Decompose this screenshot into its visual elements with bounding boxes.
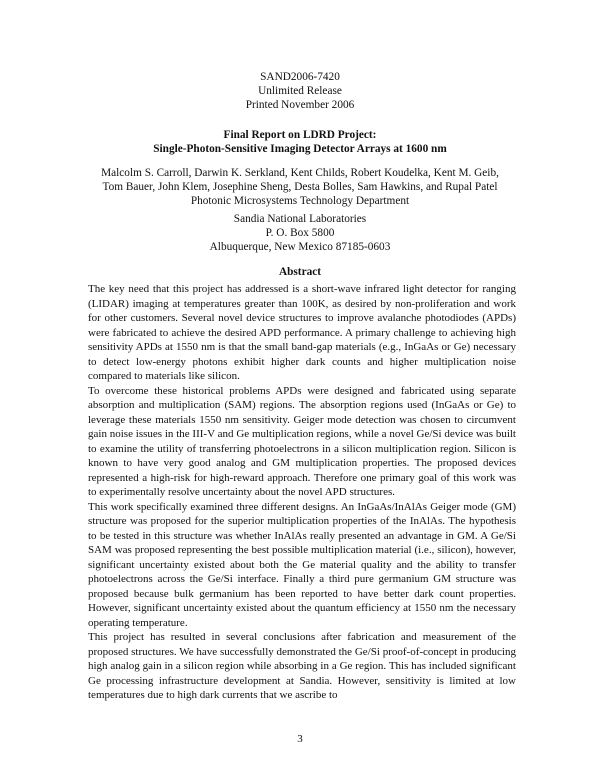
department: Photonic Microsystems Technology Department	[190, 195, 410, 207]
abstract-heading-text: Abstract	[278, 266, 322, 278]
title-line-1: Final Report on LDRD Project:	[223, 129, 377, 141]
authors-line-1: Malcolm S. Carroll, Darwin K. Serkland, Kent Childs, Robert Koudelka, Kent M. Geib,	[101, 167, 499, 179]
page-number: 3	[297, 733, 303, 745]
report-number: SAND2006-7420	[260, 71, 340, 83]
print-date: Printed November 2006	[245, 99, 355, 111]
abstract-paragraph: To overcome these historical problems APDs were designed and fabricated using separate absorption and multiplication (SAM) regions. The absorption regions used (InGaAs or Ge) to leverage these materials 1550 nm sensitivity. Geiger mode detection was chosen to circumvent gain noise issues in the III-V and Ge multiplication regions, while a novel Ge/Si device was built to examine the utility of transferring photoelectrons in a silicon multiplication region. Silicon is known to have very good analog and GM multiplication properties. The proposed devices represented a high-risk for high-reward approach. Therefore one primary goal of this work was to experimentally resolve uncertainty about the novel APD structures.	[88, 384, 516, 498]
city-state-zip: Albuquerque, New Mexico 87185-0603	[209, 241, 391, 253]
organization: Sandia National Laboratories	[233, 213, 367, 225]
title-line-2: Single-Photon-Sensitive Imaging Detector Arrays at 1600 nm	[153, 143, 447, 155]
abstract-heading	[80, 265, 520, 279]
po-box: P. O. Box 5800	[265, 227, 335, 239]
abstract-paragraph: This work specifically examined three different designs. An InGaAs/InAlAs Geiger mode (GM) structure was proposed for the superior multiplication properties of the InAlAs. The hypothesis to be tested in this structure was whether InAlAs really presented an advantage in GM. A Ge/Si SAM was proposed representing the best possible multiplication material (i.e., silicon), however, significant uncertainty existed about both the Ge material quality and the ability to transfer photoelectrons across the Ge/Si interface. Finally a third pure germanium GM structure was proposed because bulk germanium has been reported to have better dark count properties. However, significant uncertainty existed about the quantum efficiency at 1550 nm the necessary operating temperature.	[88, 500, 516, 629]
report-info	[80, 70, 520, 112]
abstract-paragraph: This project has resulted in several conclusions after fabrication and measurement of the proposed structures. We have successfully demonstrated the Ge/Si proof-of-concept in producing high analog gain in a silicon region while absorbing in a Ge region. This has included significant Ge processing infrastructure development at Sandia. However, sensitivity is limited at low temperatures due to high dark currents that we ascribe to	[88, 631, 516, 701]
abstract-body	[88, 282, 516, 703]
abstract-paragraph: The key need that this project has addressed is a short-wave infrared light detector for ranging (LIDAR) imaging at temperatures greater than 100K, as desired by non-proliferation and work for other customers. Several novel device structures to improve avalanche photodiodes (APDs) were fabricated to achieve the desired APD performance. A primary challenge to achieving high sensitivity APDs at 1550 nm is that the small band-gap materials (e.g., InGaAs or Ge) necessary to detect low-energy photons exhibit higher dark counts and higher multiplication noise compared to materials like silicon.	[88, 283, 516, 382]
address-block	[80, 212, 520, 254]
authors-line-2: Tom Bauer, John Klem, Josephine Sheng, Desta Bolles, Sam Hawkins, and Rupal Patel	[102, 181, 498, 193]
authors-block	[80, 166, 520, 208]
release-statement: Unlimited Release	[258, 85, 342, 97]
title-block	[80, 128, 520, 156]
